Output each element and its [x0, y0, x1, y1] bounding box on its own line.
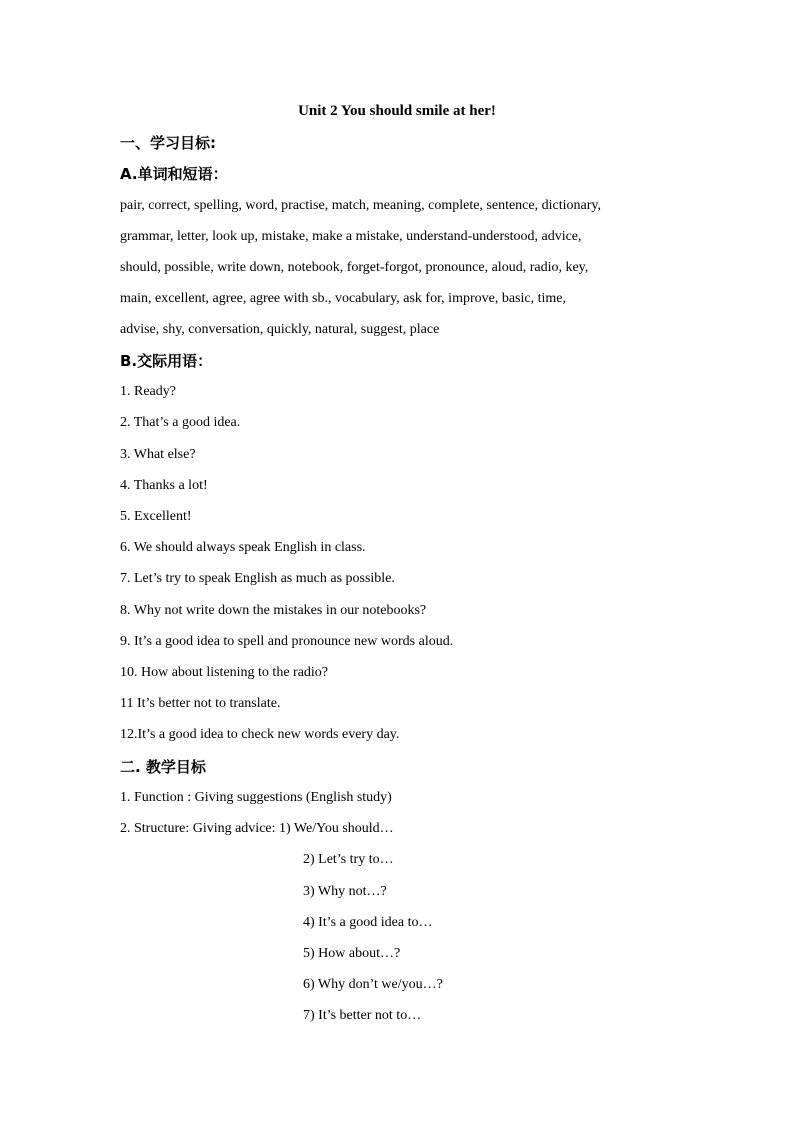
- structure-sub-item: 6) Why don’t we/you…?: [303, 977, 443, 992]
- structure-sub-item: 5) How about…?: [303, 946, 401, 961]
- function-line: 1. Function : Giving suggestions (English study): [120, 790, 392, 805]
- vocab-line: grammar, letter, look up, mistake, make a mistake, understand-understood, advice,: [120, 229, 582, 244]
- phrase-item: 7. Let’s try to speak English as much as possible.: [120, 571, 395, 586]
- part-b-heading: B.交际用语：: [120, 352, 213, 370]
- section-2-heading: 二. 教学目标: [120, 758, 206, 776]
- phrase-item: 3. What else?: [120, 447, 196, 462]
- vocab-line: pair, correct, spelling, word, practise, match, meaning, complete, sentence, dictionary,: [120, 198, 601, 213]
- structure-sub-item: 4) It’s a good idea to…: [303, 915, 433, 930]
- part-a-heading: A.单词和短语：: [120, 165, 228, 183]
- phrase-item: 12.It’s a good idea to check new words every day.: [120, 727, 400, 742]
- section-1-heading: 一、学习目标:: [120, 134, 216, 152]
- structure-sub-item: 7) It’s better not to…: [303, 1008, 422, 1023]
- phrase-item: 10. How about listening to the radio?: [120, 665, 329, 680]
- vocab-line: advise, shy, conversation, quickly, natural, suggest, place: [120, 322, 440, 337]
- structure-sub-item: 2) Let’s try to…: [303, 852, 394, 867]
- structure-line: 2. Structure: Giving advice: 1) We/You should…: [120, 821, 394, 836]
- phrase-item: 11 It’s better not to translate.: [120, 696, 281, 711]
- vocab-line: main, excellent, agree, agree with sb., vocabulary, ask for, improve, basic, time,: [120, 291, 566, 306]
- phrase-item: 6. We should always speak English in class.: [120, 540, 366, 555]
- phrase-item: 1. Ready?: [120, 384, 176, 399]
- structure-sub-item: 3) Why not…?: [303, 884, 387, 899]
- phrase-item: 9. It’s a good idea to spell and pronounce new words aloud.: [120, 634, 454, 649]
- phrase-item: 5. Excellent!: [120, 509, 192, 524]
- phrase-item: 8. Why not write down the mistakes in our notebooks?: [120, 603, 427, 618]
- phrase-item: 4. Thanks a lot!: [120, 478, 208, 493]
- page-title: Unit 2 You should smile at her!: [298, 103, 496, 119]
- vocab-line: should, possible, write down, notebook, forget-forgot, pronounce, aloud, radio, key,: [120, 260, 589, 275]
- phrase-item: 2. That’s a good idea.: [120, 415, 241, 430]
